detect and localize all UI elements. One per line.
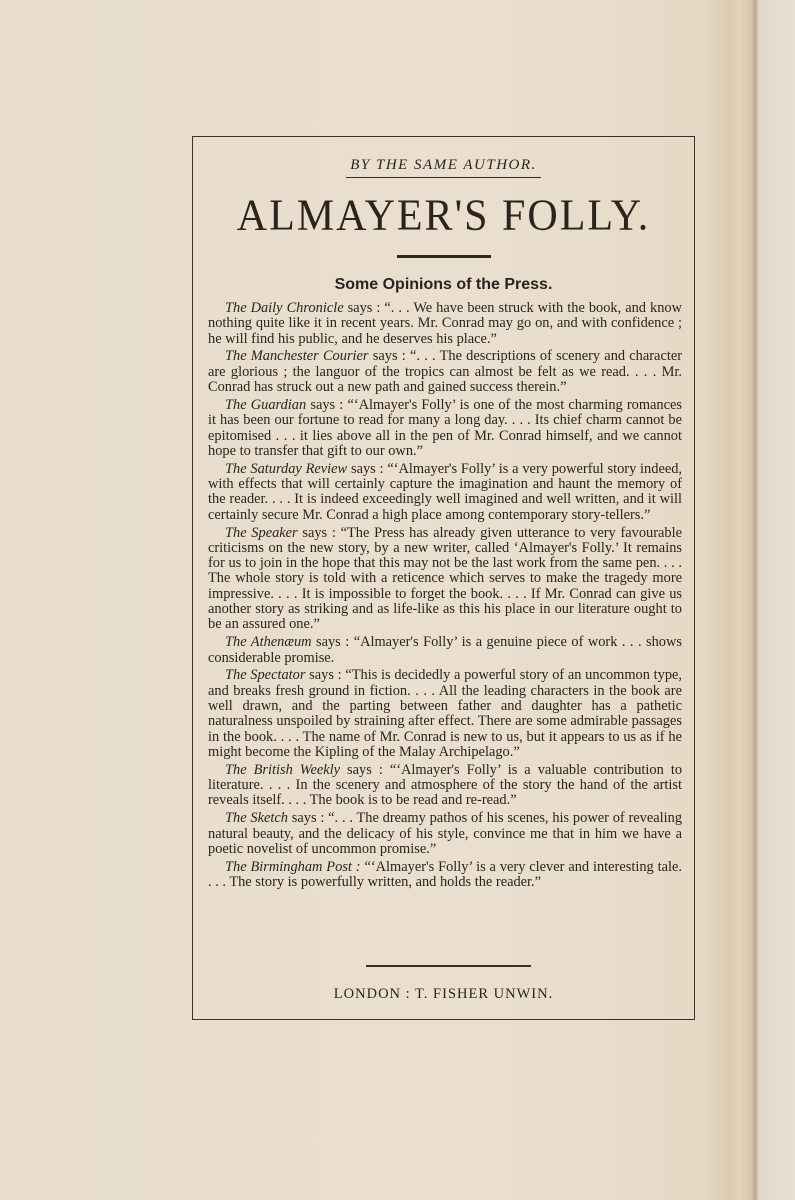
review-source: The Athenæum bbox=[225, 634, 312, 651]
says-label: says : bbox=[297, 524, 341, 541]
review-paragraph bbox=[208, 763, 682, 809]
press-opinions-heading: Some Opinions of the Press. bbox=[334, 276, 553, 293]
says-label: says : bbox=[311, 634, 354, 651]
review-source: The British Weekly bbox=[225, 761, 341, 778]
review-paragraph bbox=[208, 635, 682, 666]
review-paragraph bbox=[208, 860, 682, 891]
review-paragraph bbox=[208, 349, 682, 395]
reviews-list bbox=[208, 301, 682, 893]
review-quote: “This is decidedly a powerful story of an uncommon type, and breaks fresh ground in fiction. . . . All the leading characters in the book are well drawn, and the parting between father and daughter has a pathetic naturalness unspoiled by straining after effect. There are some admirable passages in the book. . . . The name of Mr. Conrad is new to us, but it appears to us as if he might become the Kipling of the Malay Archipelago.” bbox=[208, 667, 683, 760]
review-source: The Spectator bbox=[225, 667, 306, 684]
review-quote: “‘Almayer's Folly’ is a valuable contribution to literature. . . . In the scenery and atmosphere of the story the hand of the artist reveals itself. . . . The book is to be read and re-read.” bbox=[208, 761, 683, 809]
book-title: ALMAYER'S FOLLY. bbox=[236, 191, 651, 241]
advertisement-frame bbox=[192, 136, 695, 1020]
review-paragraph bbox=[208, 668, 682, 760]
publisher-imprint: LONDON : T. FISHER UNWIN. bbox=[333, 986, 554, 1002]
review-quote: “‘Almayer's Folly’ is a very clever and interesting tale. . . . The story is powerfully written, and holds the reader.” bbox=[208, 858, 682, 891]
review-source: The Daily Chronicle bbox=[225, 300, 344, 316]
title-rule-divider bbox=[397, 255, 491, 258]
review-paragraph bbox=[208, 398, 682, 459]
review-quote: “Almayer's Folly’ is a genuine piece of work . . . shows considerable promise. bbox=[208, 634, 682, 666]
review-quote: “The Press has already given utterance to very favourable criticisms on the new story, by a new writer, called ‘Almayer's Folly.’ It remains for us to join in the hope that this may not be the last work from the same pen. . . . The whole story is told with a reticence which serves to make the tragedy more impressive. . . . It is impossible to forget the book. . . . If Mr. Conrad can give us another story as striking and as life-like as this his place in our literature ought to be an assured one.” bbox=[208, 524, 682, 633]
says-label: says : bbox=[306, 396, 348, 413]
review-paragraph bbox=[208, 526, 682, 633]
footer-rule-divider bbox=[366, 965, 531, 967]
says-label: says : bbox=[368, 348, 410, 365]
review-source: The Birmingham Post : bbox=[225, 858, 361, 875]
review-paragraph bbox=[208, 462, 682, 523]
review-paragraph bbox=[208, 301, 682, 347]
review-source: The Guardian bbox=[225, 396, 307, 413]
says-label: says : bbox=[347, 460, 388, 477]
says-label: says : bbox=[340, 761, 390, 778]
says-label: says : bbox=[305, 667, 346, 684]
review-quote: “‘Almayer's Folly’ is a very powerful story indeed, with effects that will certainly capture the imagination and haunt the memory of the reader. . . . It is indeed exceedingly well imagined and well written, and it will certainly secure Mr. Conrad a high place among contemporary story-tellers.” bbox=[208, 460, 683, 523]
review-source: The Sketch bbox=[225, 810, 288, 827]
review-quote: “. . . We have been struck with the book, and know nothing quite like it in recent years. Mr. Conrad may go on, and with confidence ; he will find his public, and he deserves his place.” bbox=[208, 300, 682, 347]
review-quote: “‘Almayer's Folly’ is one of the most charming romances it has been our fortune to read for many a long day. . . . Its chief charm cannot be epitomised . . . it lies above all in the pen of Mr. Conrad himself, and we cannot hope to transfer that gift to our own.” bbox=[208, 396, 683, 459]
review-source: The Saturday Review bbox=[225, 460, 348, 477]
review-quote: “. . . The dreamy pathos of his scenes, his power of revealing natural beauty, and the delicacy of his style, convince me that in him we have a poetic novelist of uncommon promise.” bbox=[208, 810, 683, 857]
says-label: says : bbox=[287, 810, 329, 827]
by-same-author-heading: BY THE SAME AUTHOR. bbox=[193, 157, 694, 178]
says-label: says : bbox=[343, 300, 385, 316]
review-paragraph bbox=[208, 811, 682, 857]
review-quote: “. . . The descriptions of scenery and character are glorious ; the languor of the tropics can almost be felt as we read. . . . Mr. Conrad has struck out a new path and gained success therein.” bbox=[208, 348, 683, 396]
review-source: The Manchester Courier bbox=[225, 348, 369, 365]
review-source: The Speaker bbox=[225, 524, 298, 541]
